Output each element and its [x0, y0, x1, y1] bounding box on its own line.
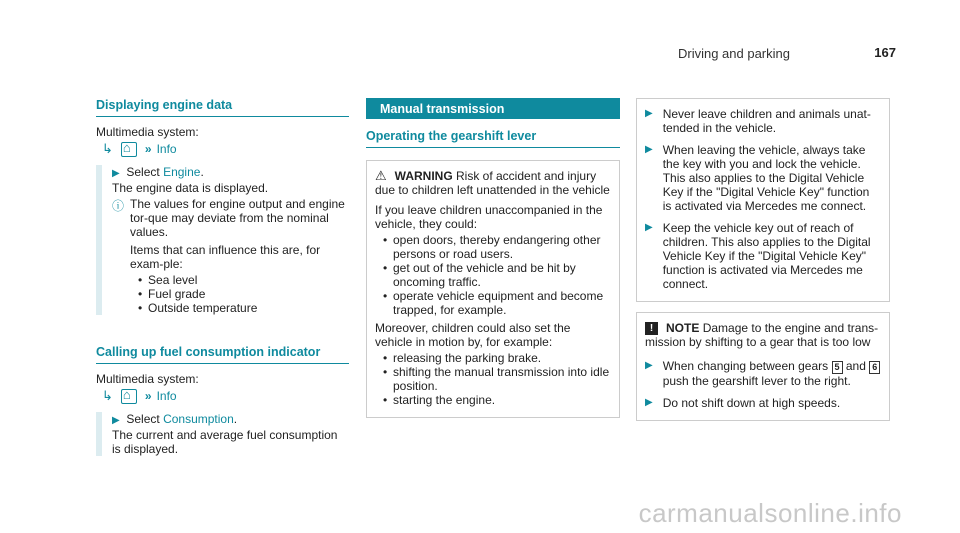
list-item: • get out of the vehicle and be hit by oncoming traffic. [393, 261, 611, 289]
list-item: • Outside temperature [148, 301, 349, 315]
step-arrow-icon: ▶ [645, 360, 653, 372]
bullet-item: ▶ When changing between gears 5 and 6 push the gearshift lever to the right. [645, 359, 881, 388]
info-text: The values for engine output and engine tor-que may deviate from the nominal values. [130, 197, 345, 239]
step-arrow-icon: ▶ [112, 415, 120, 426]
watermark: carmanualsonline.info [638, 498, 902, 528]
warning-list-2 [375, 351, 611, 407]
note-box [636, 312, 890, 421]
info-block [112, 197, 349, 315]
bullet-item: ▶ Never leave children and animals unat-tended in the vehicle. [645, 107, 871, 135]
list-item: • shifting the manual transmission into idle position. [393, 365, 611, 393]
list-item: • starting the engine. [393, 393, 611, 407]
warning-box [366, 160, 620, 418]
system-label: Multimedia system: [96, 372, 199, 386]
step-arrow-icon: ▶ [645, 222, 653, 233]
step-block [96, 165, 349, 315]
consumption-link[interactable]: Consumption [163, 412, 234, 426]
warning-para: If you leave children unaccompanied in the vehicle, they could: [375, 203, 603, 231]
section-title-gearshift: Operating the gearshift lever [366, 129, 620, 148]
list-item: • Sea level [148, 273, 349, 287]
list-item: • open doors, thereby endangering other persons or road users. [393, 233, 611, 261]
step-result: The current and average fuel consumption is displayed. [112, 428, 338, 456]
path-arrow-icon: ↳ [102, 388, 113, 403]
menu-path [96, 141, 349, 157]
menu-path [96, 388, 349, 404]
step-line: ▶ Select Consumption. [112, 412, 238, 426]
step-bar [96, 165, 102, 315]
column-2 [366, 98, 620, 418]
step-bar [96, 412, 102, 456]
list-item: • operate vehicle equipment and become trapped, for example. [393, 289, 611, 317]
list-item: • releasing the parking brake. [393, 351, 611, 365]
chevron-icon: » [144, 142, 149, 156]
home-icon [121, 389, 137, 404]
items-list [130, 273, 349, 315]
chevron-icon: » [144, 389, 149, 403]
warning-para: Moreover, children could also set the vehicle in motion by, for example: [375, 321, 571, 349]
bullet-item: ▶ Do not shift down at high speeds. [645, 396, 841, 411]
home-icon [121, 142, 137, 157]
section-title-engine-data: Displaying engine data [96, 98, 349, 117]
note-icon: ! [645, 322, 658, 335]
engine-link[interactable]: Engine [163, 165, 201, 179]
gear-5-key: 5 [832, 361, 843, 374]
step-line: ▶ Select Engine. [112, 165, 204, 179]
step-block [96, 412, 349, 456]
chapter-band: Manual transmission [366, 98, 620, 119]
bullet-item: ▶ Keep the vehicle key out of reach of children. This also applies to the Digital Vehicle Key if the "Digital Vehicle Key" function is activated via Mercedes me connect. [645, 221, 871, 291]
column-1 [96, 98, 349, 456]
gear-6-key: 6 [869, 361, 880, 374]
list-item: • Fuel grade [148, 287, 349, 301]
info-icon: ⓘ [112, 199, 125, 213]
step-result: The engine data is displayed. [112, 181, 269, 195]
warning-heading: ⚠ WARNING Risk of accident and injury due to children left unattended in the vehicle [375, 168, 610, 197]
column-3 [636, 98, 890, 421]
bullet-item: ▶ When leaving the vehicle, always take the key with you and lock the vehicle. This also applies to the Digital Vehicle Key if the "Digital Vehicle Key" function is activated via Mercedes me connect. [645, 143, 870, 213]
warning-icon: ⚠ [375, 168, 387, 183]
note-heading: ! NOTE Damage to the engine and trans-mission by shifting to a gear that is too low [645, 321, 879, 350]
step-arrow-icon: ▶ [645, 144, 653, 155]
running-header: Driving and parking [677, 46, 790, 61]
step-arrow-icon: ▶ [112, 168, 120, 179]
path-info: Info [156, 142, 177, 156]
path-arrow-icon: ↳ [102, 141, 113, 156]
warning-continued-box [636, 98, 890, 302]
step-arrow-icon: ▶ [645, 108, 653, 119]
warning-list-1 [375, 233, 611, 317]
section-title-fuel: Calling up fuel consumption indicator [96, 345, 349, 364]
page-number: 167 [874, 45, 896, 60]
system-label: Multimedia system: [96, 125, 199, 139]
step-arrow-icon: ▶ [645, 397, 653, 409]
items-intro: Items that can influence this are, for exam-ple: [130, 243, 321, 271]
path-info: Info [156, 389, 177, 403]
